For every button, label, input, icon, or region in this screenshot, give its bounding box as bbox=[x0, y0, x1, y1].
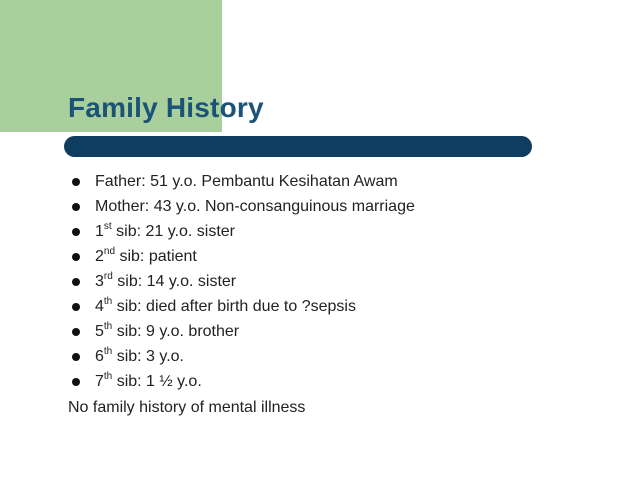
bullet-icon bbox=[72, 228, 80, 236]
bullet-text: Father: 51 y.o. Pembantu Kesihatan Awam bbox=[95, 173, 398, 190]
bullet-text: 5th sib: 9 y.o. brother bbox=[95, 320, 240, 340]
list-item bbox=[70, 344, 630, 369]
slide-title: Family History bbox=[68, 92, 264, 123]
bullet-text: 4th sib: died after birth due to ?sepsis bbox=[95, 295, 356, 315]
bullet-text: 6th sib: 3 y.o. bbox=[95, 345, 184, 365]
bullet-text: 7th sib: 1 ½ y.o. bbox=[95, 370, 202, 390]
bullet-icon bbox=[72, 303, 80, 311]
bullet-icon bbox=[72, 278, 80, 286]
list-item bbox=[70, 269, 630, 294]
list-item bbox=[70, 244, 630, 269]
bullet-icon bbox=[72, 203, 80, 211]
bullet-text: Mother: 43 y.o. Non-consanguinous marriage bbox=[95, 198, 415, 215]
list-item bbox=[70, 219, 630, 244]
family-history-list bbox=[70, 169, 630, 394]
bullet-icon bbox=[72, 178, 80, 186]
bullet-icon bbox=[72, 328, 80, 336]
list-item bbox=[70, 169, 630, 194]
list-item bbox=[70, 319, 630, 344]
bullet-icon bbox=[72, 353, 80, 361]
list-item bbox=[70, 369, 630, 394]
footer-note: No family history of mental illness bbox=[68, 399, 306, 416]
bullet-text: 2nd sib: patient bbox=[95, 245, 197, 265]
list-item bbox=[70, 294, 630, 319]
bullet-icon bbox=[72, 253, 80, 261]
title-underline-bar bbox=[64, 136, 532, 157]
bullet-text: 1st sib: 21 y.o. sister bbox=[95, 220, 235, 240]
list-item bbox=[70, 194, 630, 219]
bullet-text: 3rd sib: 14 y.o. sister bbox=[95, 270, 237, 290]
bullet-icon bbox=[72, 378, 80, 386]
